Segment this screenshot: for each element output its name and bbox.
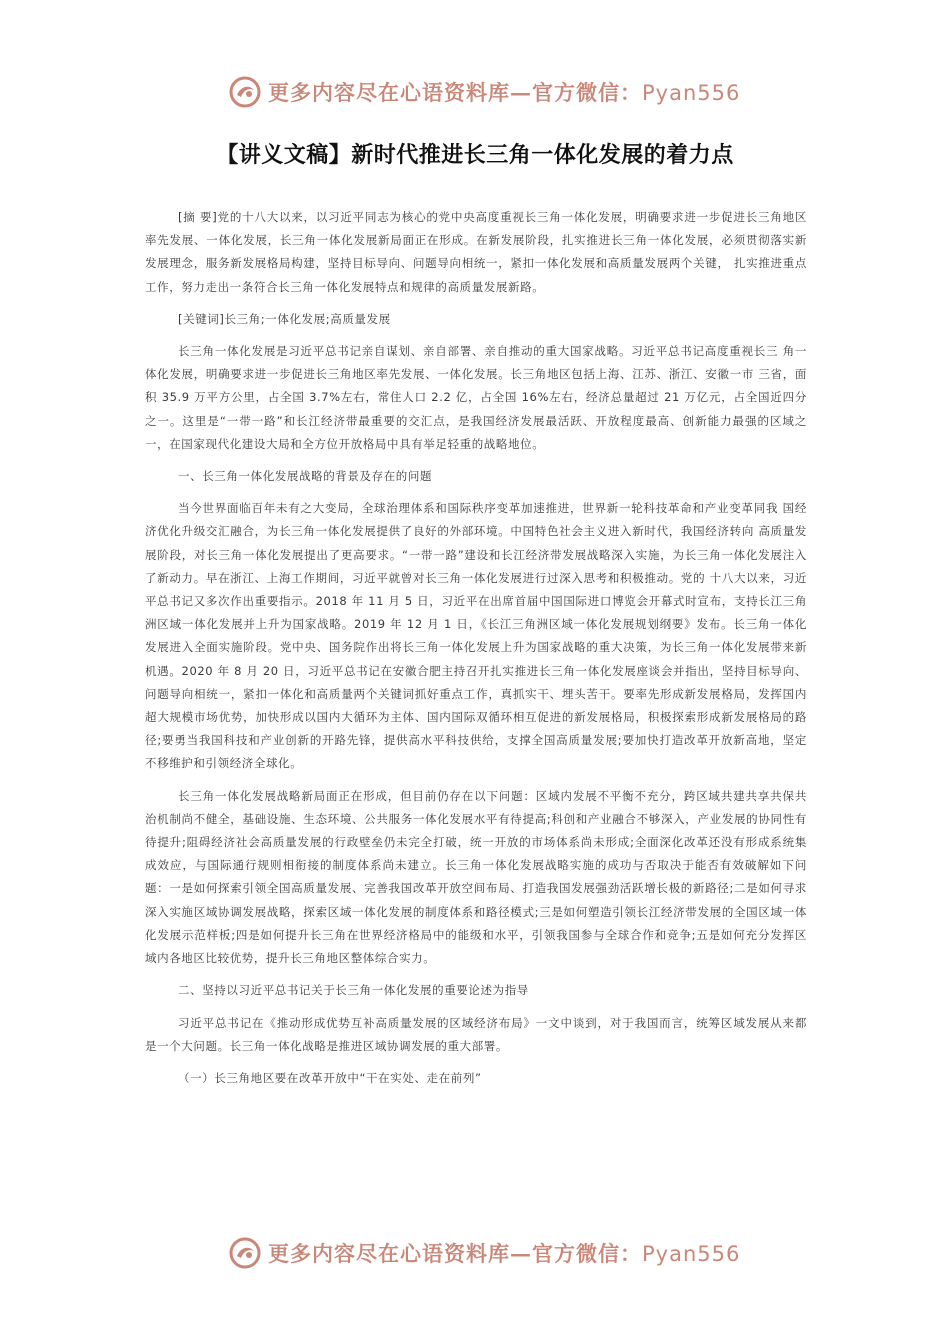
brand-logo-icon [228,1236,262,1270]
subsection-heading: （一）长三角地区要在改革开放中“干在实处、走在前列” [178,1070,482,1085]
banner-text: 更多内容尽在心语资料库—官方微信：Pyan556 [268,1241,741,1266]
keywords-paragraph: [关键词]长三角;一体化发展;高质量发展 [178,311,391,326]
body-paragraph: 当今世界面临百年未有之大变局，全球治理体系和国际秩序变革加速推进，世界新一轮科技革命和产业变革同我 国经济优化升级交汇融合，为长三角一体化发展提供了良好的外部环境。中国特色社会主义进入新时代，我国经济转向 高质量发展阶段，对长三角一体化发展提出了更高要求。“一带一路”建设和长江经济带发展战略深入实施，为长三角一体化发展注入了新动力。早在浙江、上海工作期间，习近平就曾对长三角一体化发展进行过深入思考和积极推动。党的 十八大以来，习近平总书记又多次作出重要指示。2018 年 11 月 5 日，习近平在出席首届中国国际进口博览会开幕式时宣布，支持长江三角洲区域一体化发展并上升为国家战略。2019 年 12 月 1 日，《长江三角洲区域一体化发展规划纲要》发布。长三角一体化发展进入全面实施阶段。党中央、国务院作出将长三角一体化发展上升为国家战略的重大决策，为长三角一体化发展带来新机遇。2020 年 8 月 20 日，习近平总书记在安徽合肥主持召开扎实推进长三角一体化发展座谈会并指出，坚持目标导向、问题导向相统一，紧扣一体化和高质量两个关键词抓好重点工作，真抓实干、埋头苦干。要率先形成新发展格局，发挥国内超大规模市场优势，加快形成以国内大循环为主体、国内国际双循环相互促进的新发展格局，积极探索形成新发展格局的路径;要勇当我国科技和产业创新的开路先锋，提供高水平科技供给，支撑全国高质量发展;要加快打造改革开放新高地，坚定不移维护和引领经济全球化。 [145,501,807,771]
body-paragraph: 长三角一体化发展是习近平总书记亲自谋划、亲自部署、亲自推动的重大国家战略。习近平总书记高度重视长三 角一体化发展，明确要求进一步促进长三角地区率先发展、一体化发展。长三角地区包括上海、江苏、浙江、安徽一市 三省，面积 35.9 万平方公里，占全国 3.7%左右，常住人口 2.2 亿，占全国 16%左右，经济总量超过 21 万亿元，占全国近四分之一。这里是“一带一路”和长江经济带最重要的交汇点，是我国经济发展最活跃、开放程度最高、创新能力最强的区域之一，在国家现代化建设大局和全方位开放格局中具有举足轻重的战略地位。 [145,344,807,451]
document-title: 【讲义文稿】新时代推进长三角一体化发展的着力点 [216,143,734,168]
body-paragraph: 长三角一体化发展战略新局面正在形成，但目前仍存在以下问题：区域内发展不平衡不充分，跨区域共建共享共保共治机制尚不健全，基础设施、生态环境、公共服务一体化发展水平有待提高;科创和产业融合不够深入，产业发展的协同性有待提升;阻碍经济社会高质量发展的行政壁垒仍未完全打破，统一开放的市场体系尚未形成;全面深化改革还没有形成系统集成效应，与国际通行规则相衔接的制度体系尚未建立。长三角一体化发展战略实施的成功与否取决于能否有效破解如下问题：一是如何探索引领全国高质量发展、完善我国改革开放空间布局、打造我国发展强劲活跃增长极的新路径;二是如何寻求深入实施区域协调发展战略，探索区域一体化发展的制度体系和路径模式;三是如何塑造引领长江经济带发展的全国区域一体化发展示范样板;四是如何提升长三角在世界经济格局中的能级和水平，引领我国参与全球合作和竞争;五是如何充分发挥区域内各地区比较优势，提升长三角地区整体综合实力。 [145,788,807,966]
abstract-paragraph: [摘 要]党的十八大以来，以习近平同志为核心的党中央高度重视长三角一体化发展，明确要求进一步促进长三角地区率先发展、一体化发展，长三角一体化发展新局面正在形成。在新发展阶段，扎实推进长三角一体化发展，必须贯彻落实新发展理念，服务新发展格局构建，坚持目标导向、问题导向相统一，紧扣一体化发展和高质量发展两个关键， 扎实推进重点工作，努力走出一条符合长三角一体化发展特点和规律的高质量发展新路。 [145,210,807,294]
brand-logo-icon [228,75,262,109]
header-banner [228,72,741,112]
section-heading: 二、坚持以习近平总书记关于长三角一体化发展的重要论述为指导 [178,983,529,998]
document-body [145,206,807,1099]
body-paragraph: 习近平总书记在《推动形成优势互补高质量发展的区域经济布局》一文中谈到，对于我国而言，统筹区域发展从来都是一个大问题。长三角一体化战略是推进区域协调发展的重大部署。 [145,1015,807,1053]
wechat-id: Pyan556 [642,81,741,105]
banner-text: 更多内容尽在心语资料库—官方微信：Pyan556 [268,80,741,105]
footer-banner [228,1233,741,1273]
wechat-id: Pyan556 [642,1242,741,1266]
section-heading: 一、长三角一体化发展战略的背景及存在的问题 [178,469,433,484]
